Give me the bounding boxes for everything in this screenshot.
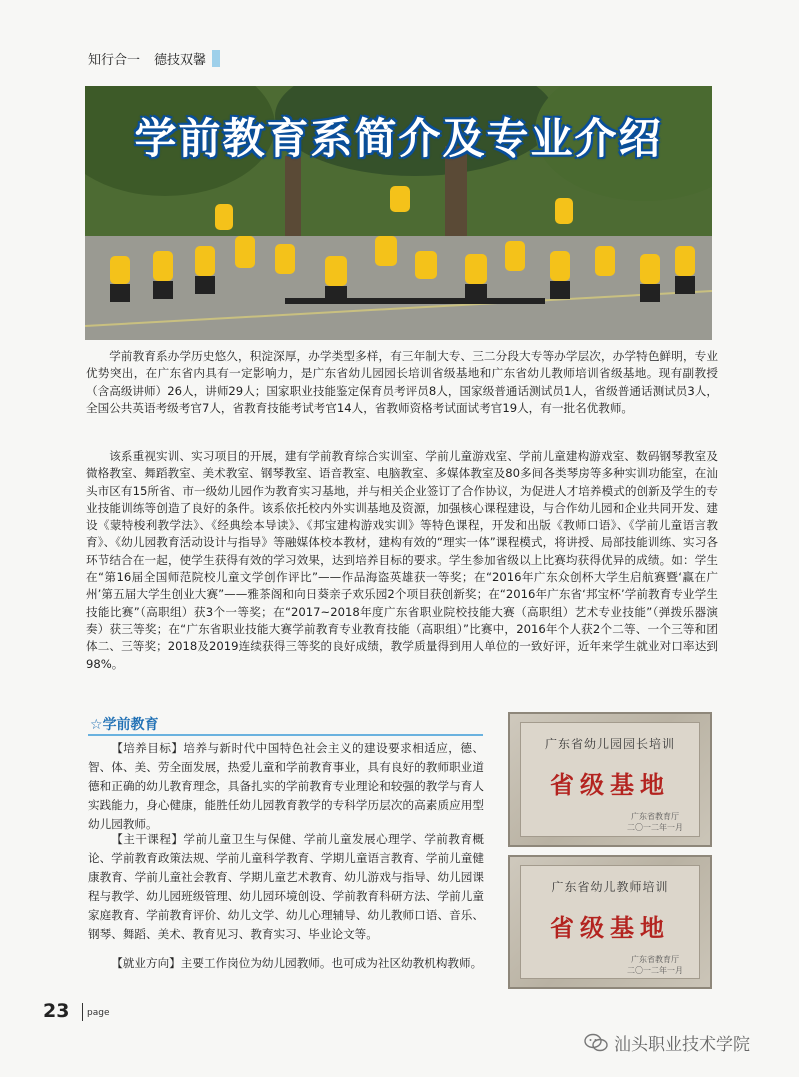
page-number: 23 — [43, 1000, 70, 1022]
wechat-icon — [584, 1033, 608, 1053]
intro-paragraph-2: 该系重视实训、实习项目的开展，建有学前教育综合实训室、学前儿童游戏室、学前儿童建构游戏室、数码钢琴教室及微格教室、舞蹈教室、美术教室、钢琴教室、语音教室、电脑教室、多媒体教室及80多间各类琴房等多种实训功能室，在汕头市区有15所省、市一级幼儿园作为教育实习基地，并与相关企业签订了合作协议，为促进人才培养模式的创新及学生的专业技能训练等创造了良好的条件。该系依托校内外实训基地及资源，加强核心课程建设，与合作幼儿园和企业共同开发、建设《蒙特梭利教学法》、《经典绘本导读》、《邦宝建构游戏实训》等特色课程，开发和出版《教师口语》、《学前儿童语言教育》、《幼儿园教育活动设计与指导》等融媒体校本教材，建构有效的“理实一体”课程模式，将讲授、局部技能训练、实习各环节结合在一起，使学生获得有效的学习效果，达到培养目标的要求。学生参加省级以上比赛均获得优异的成绩。如：学生在“第16届全国师范院校儿童文学创作评比”——作品海盗英雄获一等奖；在“2016年广东众创杯大学生启航赛暨‘赢在广州’第五届大学生创业大赛”——雅茶阁和向日葵亲子欢乐园2个项目获创新奖；在“2016年广东省‘邦宝杯’学前教育专业学生技能比赛”（高职组）获3个一等奖；在“2017~2018年度广东省职业院校技能大赛（高职组）艺术专业技能”（弹拨乐器演奏）获三等奖；在“广东省职业技能大赛学前教育专业教育技能（高职组）”比赛中，2016年个人获2个二等、一个三等和团体二、三等奖；2018及2019连续获得三等奖的良好成绩，教学质量得到用人单位的一致好评，近年来学生就业对口率达到98%。 — [86, 449, 718, 671]
photo-title: 学前教育系简介及专业介绍 — [134, 114, 663, 163]
plaque-date: 二〇一二年一月 — [627, 966, 683, 975]
hero-photo — [85, 86, 712, 340]
plaque-face — [520, 865, 700, 979]
plaque-issuer-block — [627, 954, 683, 976]
page-label: page — [87, 1008, 110, 1018]
plaque-teacher-training — [508, 855, 712, 989]
plaque-principal-training — [508, 712, 712, 847]
page-number-divider — [82, 1003, 83, 1021]
section-title — [90, 714, 159, 734]
main-courses-paragraph: 【主干课程】学前儿童卫生与保健、学前儿童发展心理学、学前教育概论、学前教育政策法规、学前儿童科学教育、学期儿童语言教育、学前儿童健康教育、学前儿童社会教育、学期儿童艺术教育、幼儿游戏与指导、幼儿园课程与教学、幼儿园班级管理、幼儿园环境创设、学前教育科研方法、学前儿童家庭教育、学前教育评价、幼儿文学、幼儿心理辅导、幼儿教师口语、音乐、钢琴、舞蹈、美术、教育见习、教育实习、毕业论文等。 — [88, 832, 484, 941]
watermark-text: 汕头职业技术学院 — [614, 1035, 750, 1055]
section-divider — [88, 734, 483, 736]
plaque-line-2: 省级基地 — [550, 771, 670, 799]
intro-paragraph-1: 学前教育系办学历史悠久，积淀深厚，办学类型多样，有三年制大专、三二分段大专等办学层次，办学特色鲜明，专业优势突出，在广东省内具有一定影响力，是广东省幼儿园园长培训省级基地和广东省幼儿教师培训省级基地。现有副教授（含高级讲师）26人，讲师29人；国家职业技能鉴定保育员考评员8人，国家级普通话测试员1人，省级普通话测试员3人，全国公共英语考级考官7人，省教育技能考试考官14人，省教师资格考试面试考官19人，有一批名优教师。 — [86, 349, 718, 415]
plaque-date: 二〇一二年一月 — [627, 823, 683, 832]
career-paragraph: 【就业方向】主要工作岗位为幼儿园教师。也可成为社区幼教机构教师。 — [111, 956, 483, 970]
star-icon: ☆ — [90, 717, 103, 733]
section-title-text: 学前教育 — [102, 717, 159, 733]
plaque-issuer-block — [627, 811, 683, 833]
running-header — [88, 48, 220, 68]
header-title-2: 德技双馨 — [154, 52, 207, 68]
plaque-line-2: 省级基地 — [550, 914, 670, 942]
header-accent-bar — [212, 50, 220, 67]
plaque-issuer: 广东省教育厅 — [631, 955, 679, 964]
plaque-line-1: 广东省幼儿教师培训 — [551, 880, 669, 894]
header-title-1: 知行合一 — [88, 52, 141, 68]
plaque-face — [520, 722, 700, 837]
plaque-line-1: 广东省幼儿园园长培训 — [544, 737, 675, 751]
plaque-issuer: 广东省教育厅 — [631, 812, 679, 821]
watermark — [584, 1030, 750, 1055]
training-goal-paragraph: 【培养目标】培养与新时代中国特色社会主义的建设要求相适应，德、智、体、美、劳全面发展，热爱儿童和学前教育事业，具有良好的教师职业道德和正确的幼儿教育理念，具备扎实的学前教育专业理论和较强的教学与育人实践能力，身心健康，能胜任幼儿园教育教学的专科学历层次的高素质应用型幼儿园教师。 — [88, 741, 484, 831]
